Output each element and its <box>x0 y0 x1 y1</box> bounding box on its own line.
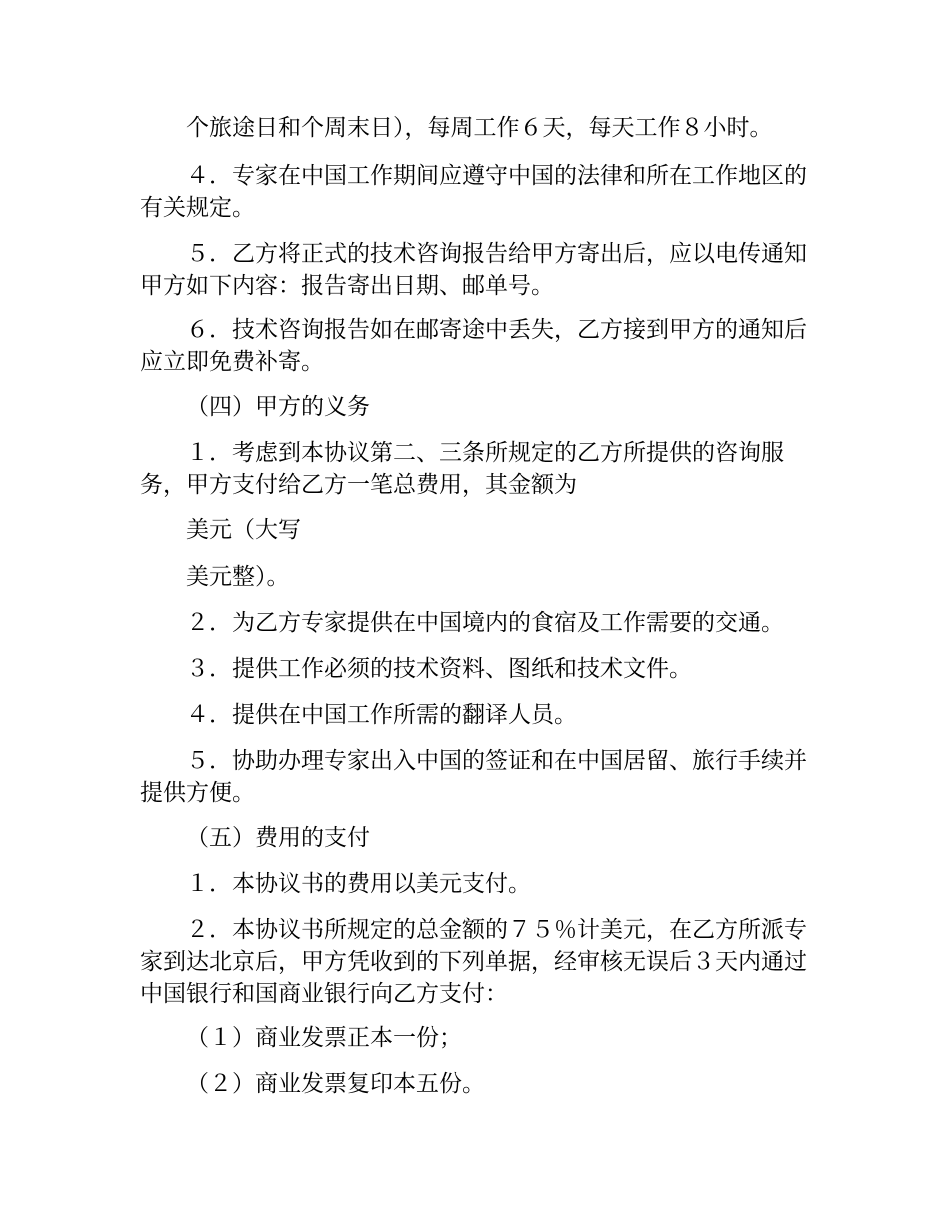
paragraph-usd-capital: 美元（大写 <box>186 517 301 543</box>
paragraph-travel-days: 个旅途日和个周末日），每周工作６天，每天工作８小时。 <box>186 115 773 141</box>
paragraph-telex-notice: ５．乙方将正式的技术咨询报告给甲方寄出后，应以电传通知甲方如下内容：报告寄出日期、邮单号。 <box>140 241 807 299</box>
paragraph-usd-payment: １．本协议书的费用以美元支付。 <box>186 871 531 897</box>
section-heading-party-a-obligations: （四）甲方的义务 <box>186 394 370 420</box>
paragraph-visa-assistance: ５．协助办理专家出入中国的签证和在中国居留、旅行手续并提供方便。 <box>140 748 807 806</box>
paragraph-usd-whole: 美元整）。 <box>186 564 290 590</box>
paragraph-75-percent: ２．本协议书所规定的总金额的７５％计美元，在乙方所派专家到达北京后，甲方凭收到的下列单据，经审核无误后３天内通过中国银行和国商业银行向乙方支付： <box>140 917 807 1007</box>
paragraph-lost-report: ６．技术咨询报告如在邮寄途中丢失，乙方接到甲方的通知后应立即免费补寄。 <box>140 317 807 375</box>
paragraph-obey-laws: ４．专家在中国工作期间应遵守中国的法律和所在工作地区的有关规定。 <box>140 163 807 221</box>
section-heading-fee-payment: （五）费用的支付 <box>186 825 370 851</box>
paragraph-invoice-copies: （２）商业发票复印本五份。 <box>186 1071 485 1097</box>
paragraph-translators: ４．提供在中国工作所需的翻译人员。 <box>186 702 577 728</box>
paragraph-total-fee: １．考虑到本协议第二、三条所规定的乙方所提供的咨询服务，甲方支付给乙方一笔总费用，其金额为 <box>140 440 784 498</box>
paragraph-invoice-original: （１）商业发票正本一份； <box>186 1025 462 1051</box>
paragraph-technical-docs: ３．提供工作必须的技术资料、图纸和技术文件。 <box>186 656 692 682</box>
paragraph-board-transport: ２．为乙方专家提供在中国境内的食宿及工作需要的交通。 <box>186 610 784 636</box>
